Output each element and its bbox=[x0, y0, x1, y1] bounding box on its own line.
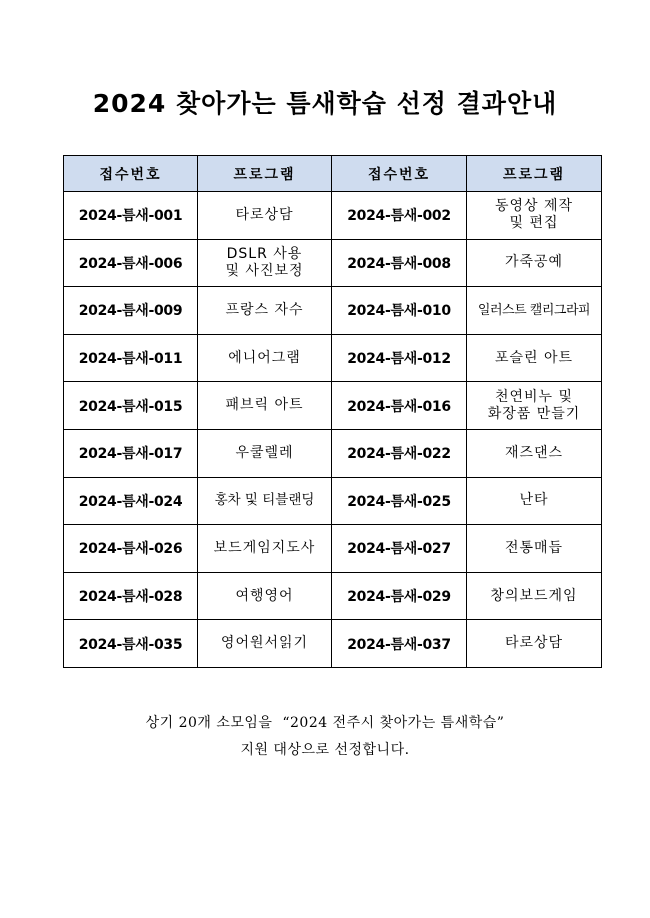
program-name-text: 난타 bbox=[519, 492, 549, 509]
program-name bbox=[198, 287, 332, 335]
program-name bbox=[467, 620, 602, 668]
table-row bbox=[64, 287, 602, 335]
receipt-number: 2024-틈새-010 bbox=[332, 287, 467, 335]
program-name bbox=[467, 334, 602, 382]
receipt-number: 2024-틈새-025 bbox=[332, 477, 467, 525]
program-name bbox=[467, 477, 602, 525]
program-name bbox=[198, 429, 332, 477]
selection-notice bbox=[0, 710, 650, 764]
program-name-text: 타로상담 bbox=[504, 635, 564, 652]
program-name bbox=[467, 287, 602, 335]
program-name bbox=[198, 477, 332, 525]
program-name bbox=[198, 620, 332, 668]
table-header-row bbox=[64, 156, 602, 192]
table-row bbox=[64, 572, 602, 620]
receipt-number: 2024-틈새-002 bbox=[332, 192, 467, 240]
receipt-number: 2024-틈새-029 bbox=[332, 572, 467, 620]
program-name-text: 재즈댄스 bbox=[504, 444, 564, 461]
program-name bbox=[198, 382, 332, 430]
header-receipt-number-1: 접수번호 bbox=[64, 156, 198, 192]
notice-line-1: 상기 20개 소모임을 “2024 전주시 찾아가는 틈새학습” bbox=[145, 715, 505, 731]
program-name-text: 포슬린 아트 bbox=[494, 349, 574, 366]
receipt-number: 2024-틈새-001 bbox=[64, 192, 198, 240]
receipt-number: 2024-틈새-008 bbox=[332, 239, 467, 287]
program-name-text: 타로상담 bbox=[235, 206, 294, 223]
program-name bbox=[198, 334, 332, 382]
table-row bbox=[64, 239, 602, 287]
program-name bbox=[467, 382, 602, 430]
program-name-text: 보드게임지도사 bbox=[213, 539, 316, 556]
program-name-text: DSLR 사용 및 사진보정 bbox=[225, 245, 304, 279]
program-name-text: 여행영어 bbox=[235, 587, 294, 604]
table-row bbox=[64, 429, 602, 477]
notice-line-2: 지원 대상으로 선정합니다. bbox=[240, 742, 410, 758]
receipt-number: 2024-틈새-011 bbox=[64, 334, 198, 382]
header-program-1: 프로그램 bbox=[198, 156, 332, 192]
selection-result-table bbox=[63, 155, 602, 668]
program-name-text: 창의보드게임 bbox=[490, 587, 578, 604]
receipt-number: 2024-틈새-024 bbox=[64, 477, 198, 525]
program-name-text: 우쿨렐레 bbox=[235, 444, 294, 461]
receipt-number: 2024-틈새-017 bbox=[64, 429, 198, 477]
receipt-number: 2024-틈새-026 bbox=[64, 525, 198, 573]
program-name-text: 패브릭 아트 bbox=[225, 397, 304, 414]
table-row bbox=[64, 334, 602, 382]
receipt-number: 2024-틈새-016 bbox=[332, 382, 467, 430]
header-program-2: 프로그램 bbox=[467, 156, 602, 192]
program-name bbox=[467, 429, 602, 477]
receipt-number: 2024-틈새-037 bbox=[332, 620, 467, 668]
program-name-text: 영어원서읽기 bbox=[220, 635, 309, 652]
table-row bbox=[64, 192, 602, 240]
program-name bbox=[198, 239, 332, 287]
receipt-number: 2024-틈새-028 bbox=[64, 572, 198, 620]
receipt-number: 2024-틈새-006 bbox=[64, 239, 198, 287]
table-row bbox=[64, 477, 602, 525]
program-name bbox=[467, 572, 602, 620]
receipt-number: 2024-틈새-015 bbox=[64, 382, 198, 430]
receipt-number: 2024-틈새-012 bbox=[332, 334, 467, 382]
table-row bbox=[64, 620, 602, 668]
program-name-text: 전통매듭 bbox=[504, 539, 564, 556]
receipt-number: 2024-틈새-022 bbox=[332, 429, 467, 477]
program-name-text: 일러스트 캘리그라피 bbox=[477, 302, 591, 318]
receipt-number: 2024-틈새-027 bbox=[332, 525, 467, 573]
table-row bbox=[64, 525, 602, 573]
program-name-text: 천연비누 및 화장품 만들기 bbox=[487, 388, 581, 422]
program-name bbox=[198, 525, 332, 573]
program-name bbox=[467, 192, 602, 240]
program-name bbox=[467, 239, 602, 287]
header-receipt-number-2: 접수번호 bbox=[332, 156, 467, 192]
program-name bbox=[467, 525, 602, 573]
program-name-text: 에니어그램 bbox=[228, 349, 301, 366]
program-name-text: 동영상 제작 및 편집 bbox=[494, 198, 574, 232]
table-row bbox=[64, 382, 602, 430]
receipt-number: 2024-틈새-035 bbox=[64, 620, 198, 668]
program-name-text: 프랑스 자수 bbox=[225, 301, 304, 318]
program-name bbox=[198, 192, 332, 240]
program-name bbox=[198, 572, 332, 620]
page-title: 2024 찾아가는 틈새학습 선정 결과안내 bbox=[92, 89, 558, 118]
receipt-number: 2024-틈새-009 bbox=[64, 287, 198, 335]
program-name-text: 가죽공예 bbox=[504, 254, 564, 271]
program-name-text: 홍차 및 티블랜딩 bbox=[214, 492, 315, 509]
